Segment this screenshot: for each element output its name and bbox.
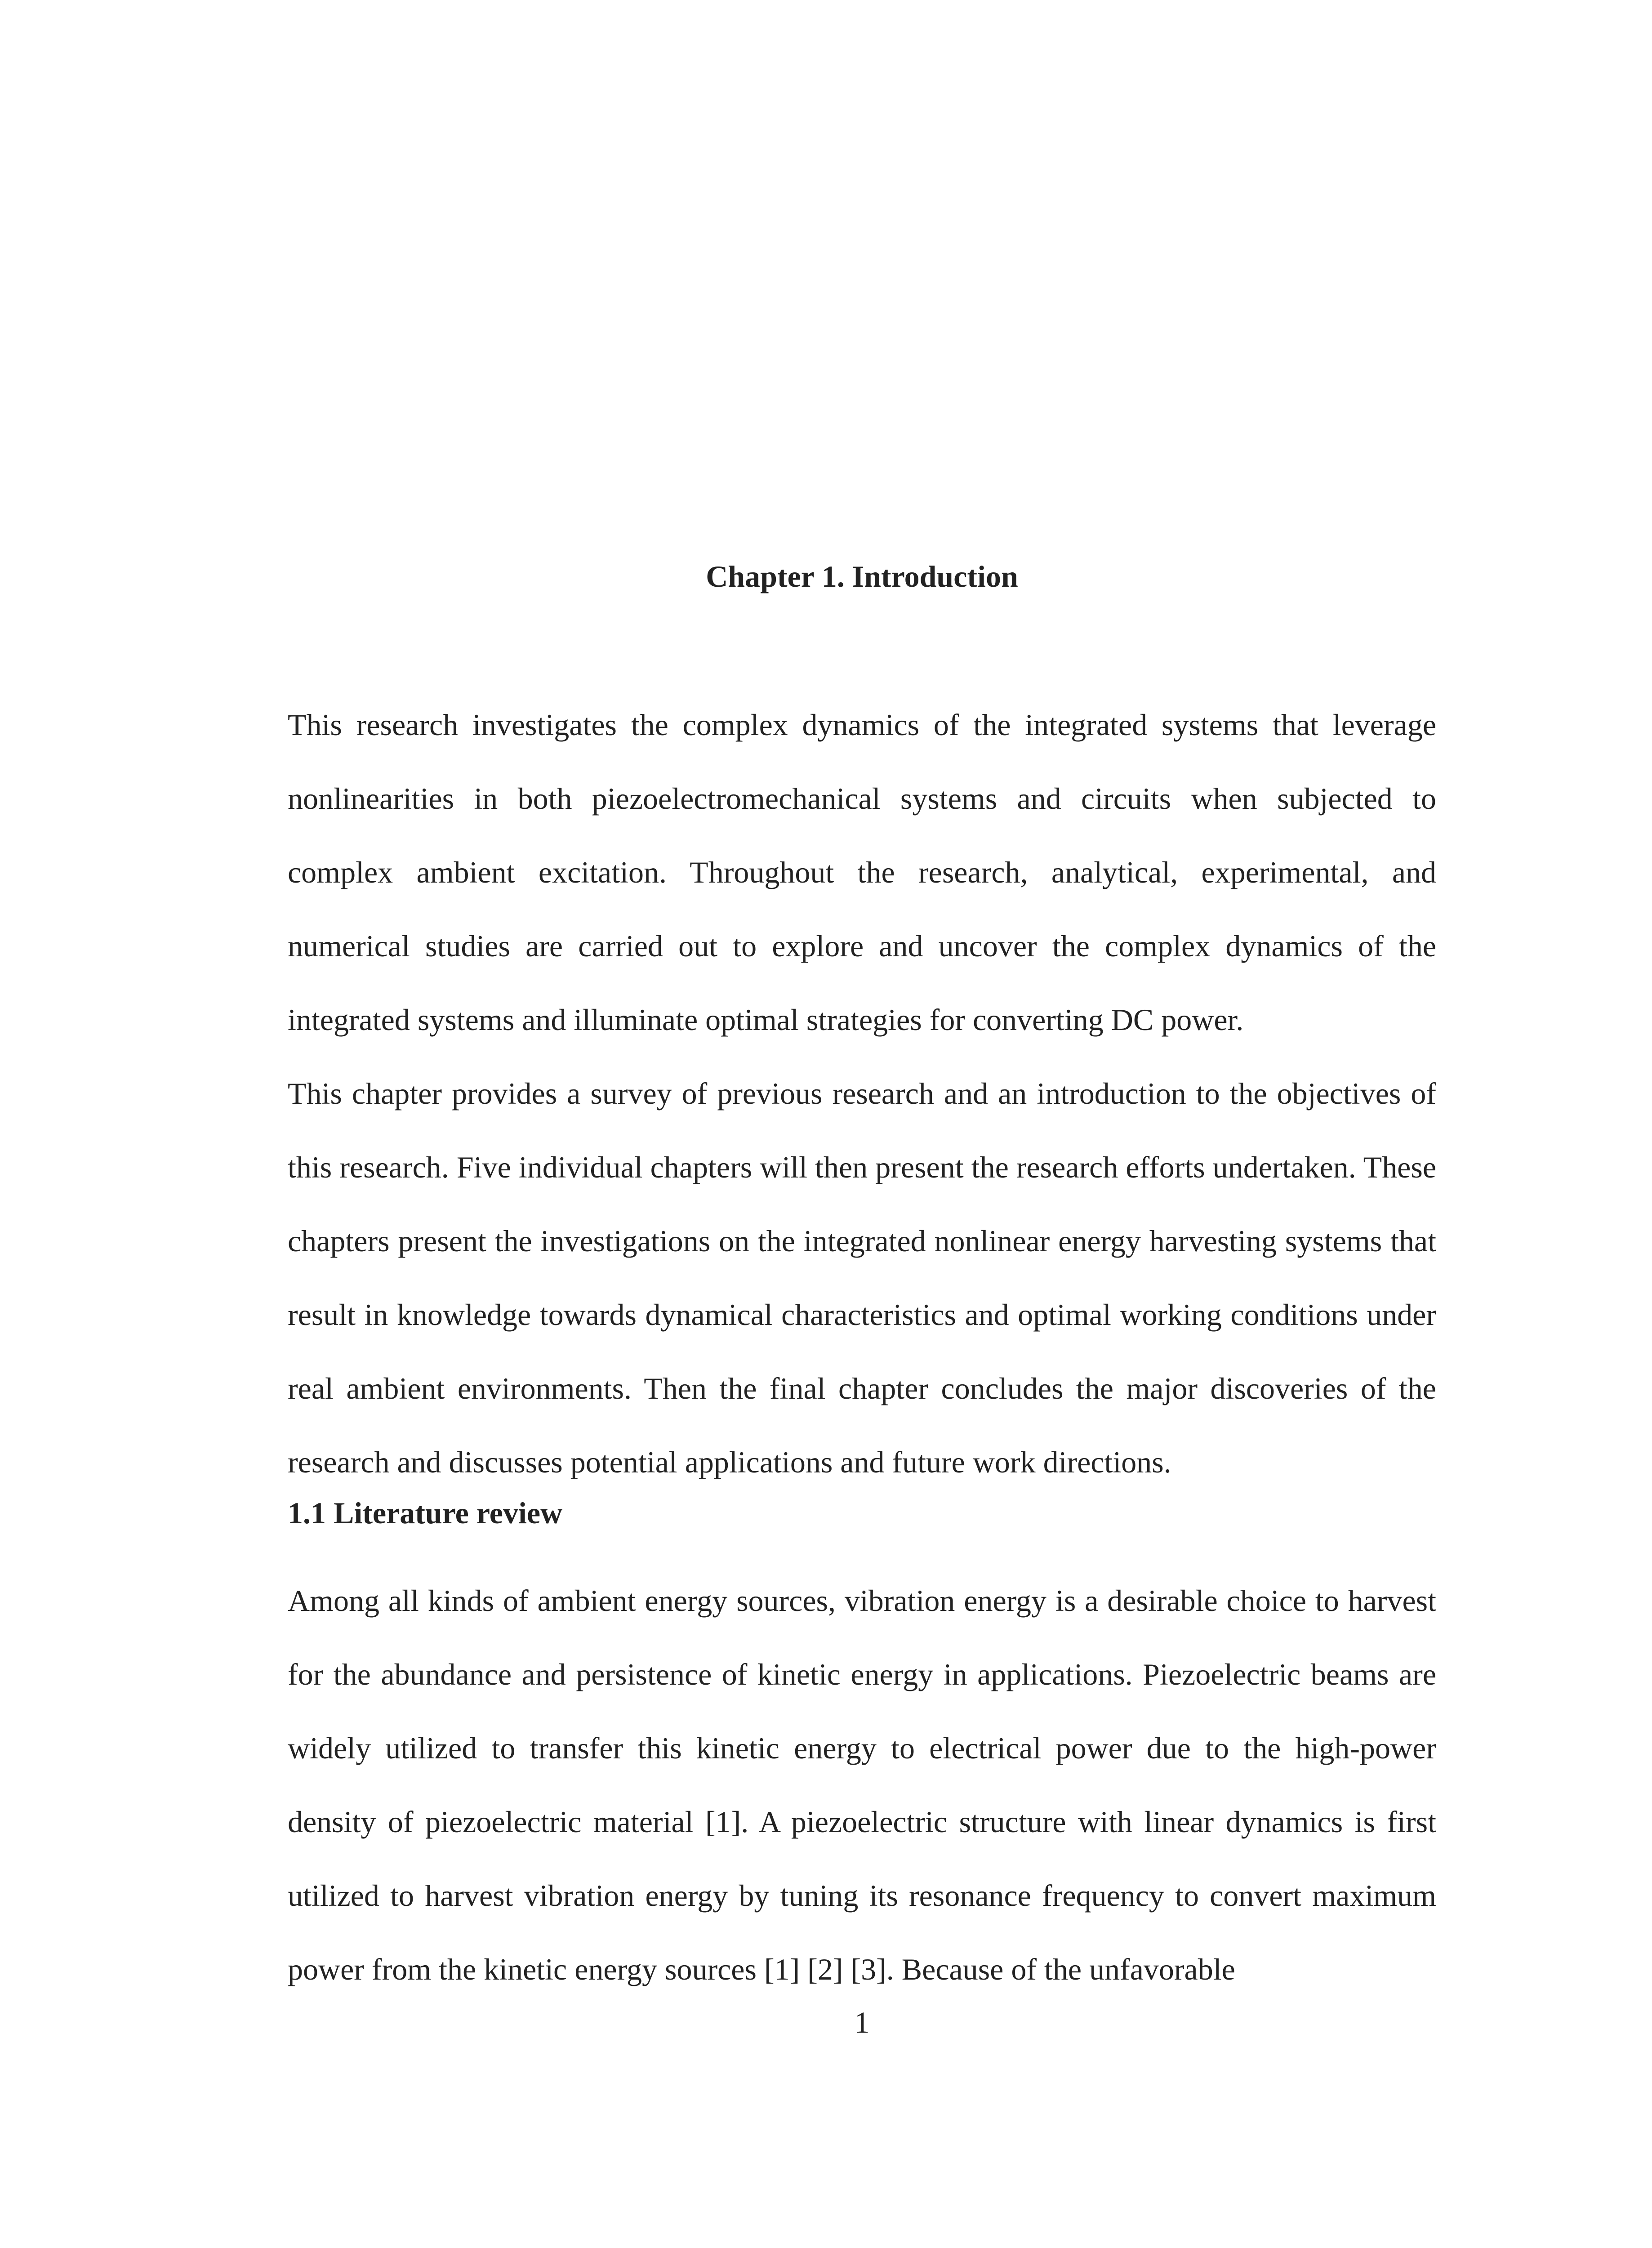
overview-paragraph: This chapter provides a survey of previous research and an introduction to the objectives of this research. Five individual chapters will then present the research efforts undertaken. These chapters present the investigations on the integrated nonlinear energy harvesting systems that result in knowledge towards dynamical characteristics and optimal working conditions under real ambient environments. Then the final chapter concludes the major discoveries of the research and discusses potential applications and future work directions.: [288, 1076, 1436, 1479]
literature-review-paragraph: Among all kinds of ambient energy sources, vibration energy is a desirable choice to harvest for the abundance and persistence of kinetic energy in applications. Piezoelectric beams are widely utilized to transfer this kinetic energy to electrical power due to the high-power density of piezoelectric material [1]. A piezoelectric structure with linear dynamics is first utilized to harvest vibration energy by tuning its resonance frequency to convert maximum power from the kinetic energy sources [1] [2] [3]. Because of the unfavorable: [288, 1583, 1436, 1986]
page-number: 1: [854, 2005, 870, 2039]
section-heading: 1.1 Literature review: [288, 1496, 563, 1530]
intro-paragraph: This research investigates the complex dynamics of the integrated systems that leverage nonlinearities in both piezoelectromechanical systems and circuits when subjected to complex ambient excitation. Throughout the research, analytical, experimental, and numerical studies are carried out to explore and uncover the complex dynamics of the integrated systems and illuminate optimal strategies for converting DC power.: [288, 708, 1436, 1037]
chapter-title: Chapter 1. Introduction: [706, 559, 1018, 593]
